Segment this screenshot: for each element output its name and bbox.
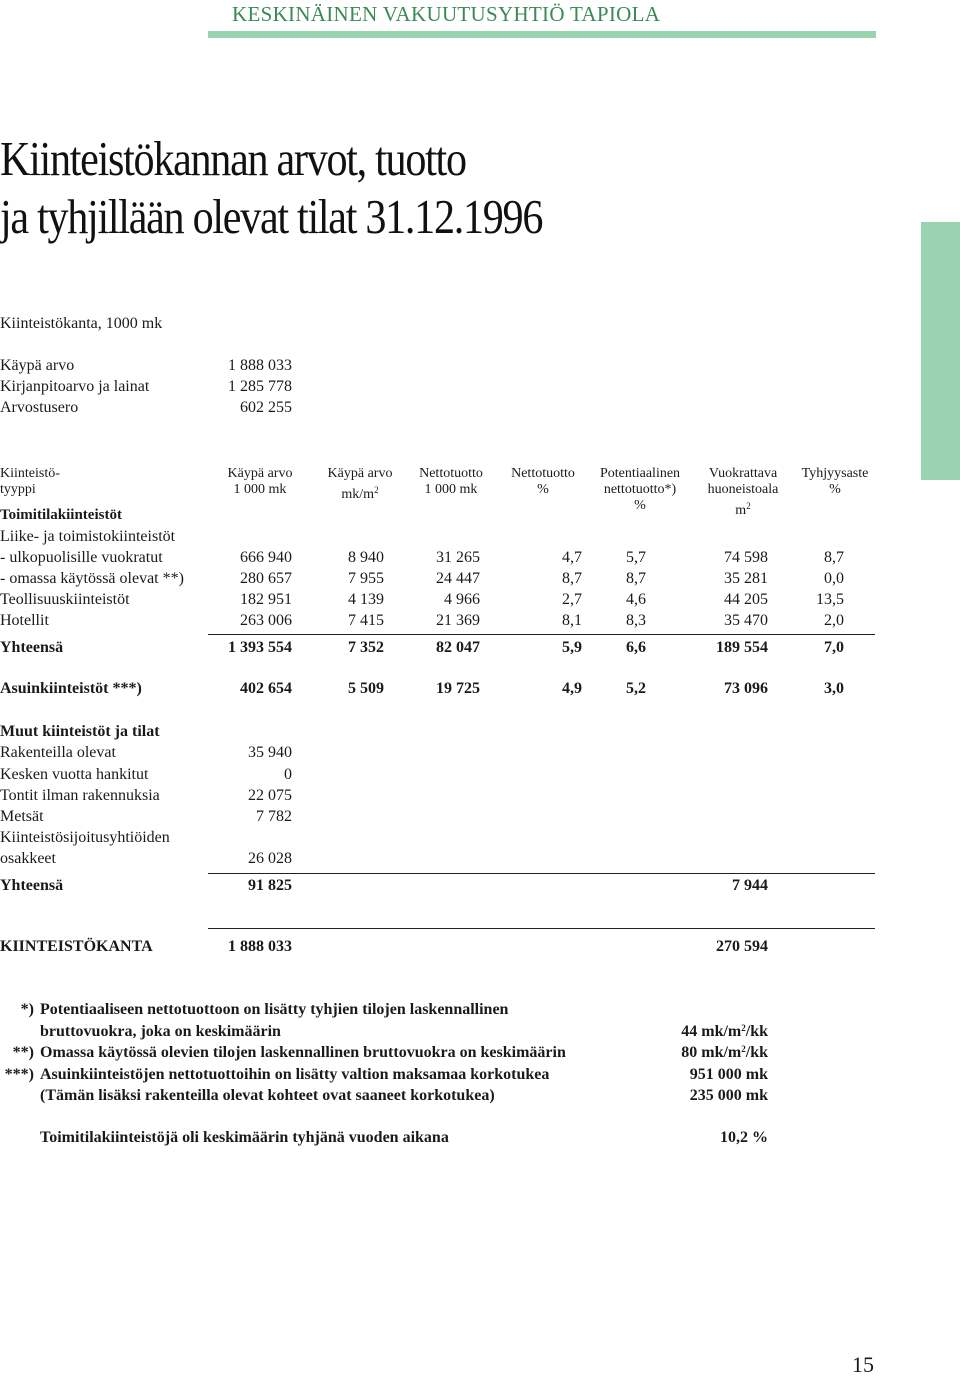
grand-total-area: 270 594 bbox=[716, 938, 768, 955]
side-tab bbox=[921, 222, 960, 480]
row-cell: 7 955 bbox=[348, 570, 384, 587]
row-cell: 280 657 bbox=[240, 570, 292, 587]
other-value: 22 075 bbox=[248, 787, 292, 804]
vacancy-value: 10,2 % bbox=[720, 1129, 768, 1146]
row-cell: 24 447 bbox=[436, 570, 480, 587]
row-cell: 666 940 bbox=[240, 549, 292, 566]
row-cell: 5,7 bbox=[626, 549, 646, 566]
other-value: 0 bbox=[284, 766, 292, 783]
row-cell: 8,3 bbox=[626, 612, 646, 629]
row-label: Asuinkiinteistöt ***) bbox=[0, 680, 142, 697]
row-cell: 263 006 bbox=[240, 612, 292, 629]
section-heading: Toimitilakiinteistöt bbox=[0, 507, 122, 523]
note-value: 80 $mk/m^2/kk$ bbox=[681, 1044, 768, 1061]
row-cell: 21 369 bbox=[436, 612, 480, 629]
other-label: Kesken vuotta hankitut bbox=[0, 766, 149, 783]
column-header-potential-yield: Potentiaalinen nettotuotto*) % bbox=[599, 466, 681, 513]
column-header-rentable-area: Vuokrattava huoneistoala $m^2$ bbox=[707, 466, 779, 518]
summary-label: Arvostusero bbox=[0, 399, 79, 416]
row-cell: 7 352 bbox=[348, 639, 384, 656]
other-value: 35 940 bbox=[248, 744, 292, 761]
header-rule bbox=[208, 31, 876, 38]
other-label: Rakenteilla olevat bbox=[0, 744, 116, 761]
other-label: Kiinteistösijoitusyhtiöiden bbox=[0, 829, 170, 846]
row-cell: 5 509 bbox=[348, 680, 384, 697]
note-mark: *) bbox=[20, 1001, 34, 1018]
row-cell: 7,0 bbox=[824, 639, 844, 656]
grand-total-label: KIINTEISTÖKANTA bbox=[0, 938, 153, 955]
row-cell: 2,0 bbox=[824, 612, 844, 629]
row-cell: 35 470 bbox=[724, 612, 768, 629]
note-text: Omassa käytössä olevien tilojen laskennallinen bruttovuokra on keskimäärin bbox=[40, 1044, 566, 1061]
row-cell: 19 725 bbox=[436, 680, 480, 697]
row-label: Hotellit bbox=[0, 612, 49, 629]
total-area: 7 944 bbox=[732, 877, 768, 894]
row-cell: 5,2 bbox=[626, 680, 646, 697]
row-cell: 8,7 bbox=[562, 570, 582, 587]
summary-heading: Kiinteistökanta, 1000 mk bbox=[0, 315, 163, 332]
row-label: Yhteensä bbox=[0, 639, 64, 656]
column-header-vacancy: Tyhjyysaste % bbox=[801, 466, 869, 497]
row-cell: 4 139 bbox=[348, 591, 384, 608]
note-mark: **) bbox=[12, 1044, 34, 1061]
total-label: Yhteensä bbox=[0, 877, 64, 894]
summary-value: 1 888 033 bbox=[228, 357, 292, 374]
column-header-fair-value-per-m2: Käypä arvo $mk/m^2$ bbox=[327, 466, 393, 502]
company-name: KESKINÄINEN VAKUUTUSYHTIÖ TAPIOLA bbox=[232, 2, 661, 26]
row-label: Teollisuuskiinteistöt bbox=[0, 591, 130, 608]
vacancy-text: Toimitilakiinteistöjä oli keskimäärin tyhjänä vuoden aikana bbox=[40, 1129, 449, 1146]
column-header-net-yield: Nettotuotto 1 000 mk bbox=[419, 466, 483, 497]
total-value: 91 825 bbox=[248, 877, 292, 894]
other-label: Tontit ilman rakennuksia bbox=[0, 787, 160, 804]
page-title-line1: Kiinteistökannan arvot, tuotto bbox=[0, 131, 466, 186]
row-cell: 35 281 bbox=[724, 570, 768, 587]
row-cell: 31 265 bbox=[436, 549, 480, 566]
row-cell: 44 205 bbox=[724, 591, 768, 608]
note-mark: ***) bbox=[4, 1066, 34, 1083]
row-cell: 5,9 bbox=[562, 639, 582, 656]
column-header-type: Kiinteistö- tyyppi bbox=[0, 466, 60, 497]
group-heading: Liike- ja toimistokiinteistöt bbox=[0, 528, 176, 545]
row-cell: 7 415 bbox=[348, 612, 384, 629]
table-divider bbox=[208, 928, 875, 929]
row-cell: 82 047 bbox=[436, 639, 480, 656]
note-text: Asuinkiinteistöjen nettotuottoihin on lisätty valtion maksamaa korkotukea bbox=[40, 1066, 550, 1083]
note-value: 44 $mk/m^2/kk$ bbox=[681, 1023, 768, 1040]
row-cell: 8,7 bbox=[626, 570, 646, 587]
other-label: Metsät bbox=[0, 808, 44, 825]
summary-value: 1 285 778 bbox=[228, 378, 292, 395]
row-cell: 4,9 bbox=[562, 680, 582, 697]
row-cell: 73 096 bbox=[724, 680, 768, 697]
row-cell: 402 654 bbox=[240, 680, 292, 697]
table-divider bbox=[208, 634, 875, 635]
row-cell: 182 951 bbox=[240, 591, 292, 608]
note-text: Potentiaaliseen nettotuottoon on lisätty tyhjien tilojen laskennallinen bbox=[40, 1001, 509, 1018]
row-cell: 2,7 bbox=[562, 591, 582, 608]
row-cell: 189 554 bbox=[716, 639, 768, 656]
row-cell: 13,5 bbox=[816, 591, 844, 608]
column-header-net-yield-pct: Nettotuotto % bbox=[511, 466, 575, 497]
row-cell: 4 966 bbox=[444, 591, 480, 608]
row-cell: 1 393 554 bbox=[228, 639, 292, 656]
row-cell: 4,7 bbox=[562, 549, 582, 566]
other-value: 26 028 bbox=[248, 850, 292, 867]
summary-label: Käypä arvo bbox=[0, 357, 75, 374]
page-title-line2: ja tyhjillään olevat tilat 31.12.1996 bbox=[0, 189, 543, 244]
row-cell: 0,0 bbox=[824, 570, 844, 587]
row-cell: 8,7 bbox=[824, 549, 844, 566]
row-cell: 3,0 bbox=[824, 680, 844, 697]
note-value: 951 000 mk bbox=[689, 1066, 768, 1083]
grand-total-value: 1 888 033 bbox=[228, 938, 292, 955]
row-cell: 4,6 bbox=[626, 591, 646, 608]
note-text: (Tämän lisäksi rakenteilla olevat kohteet ovat saaneet korkotukea) bbox=[40, 1087, 495, 1104]
row-label: - omassa käytössä olevat **) bbox=[0, 570, 184, 587]
summary-value: 602 255 bbox=[240, 399, 292, 416]
column-header-fair-value: Käypä arvo 1 000 mk bbox=[227, 466, 293, 497]
row-cell: 8,1 bbox=[562, 612, 582, 629]
row-cell: 74 598 bbox=[724, 549, 768, 566]
row-cell: 8 940 bbox=[348, 549, 384, 566]
note-text: bruttovuokra, joka on keskimäärin bbox=[40, 1023, 281, 1040]
other-label: osakkeet bbox=[0, 850, 56, 867]
other-value: 7 782 bbox=[256, 808, 292, 825]
other-heading: Muut kiinteistöt ja tilat bbox=[0, 723, 160, 740]
row-label: - ulkopuolisille vuokratut bbox=[0, 549, 163, 566]
note-value: 235 000 mk bbox=[689, 1087, 768, 1104]
row-cell: 6,6 bbox=[626, 639, 646, 656]
summary-label: Kirjanpitoarvo ja lainat bbox=[0, 378, 150, 395]
table-divider bbox=[208, 873, 875, 874]
page-number: 15 bbox=[852, 1352, 874, 1377]
